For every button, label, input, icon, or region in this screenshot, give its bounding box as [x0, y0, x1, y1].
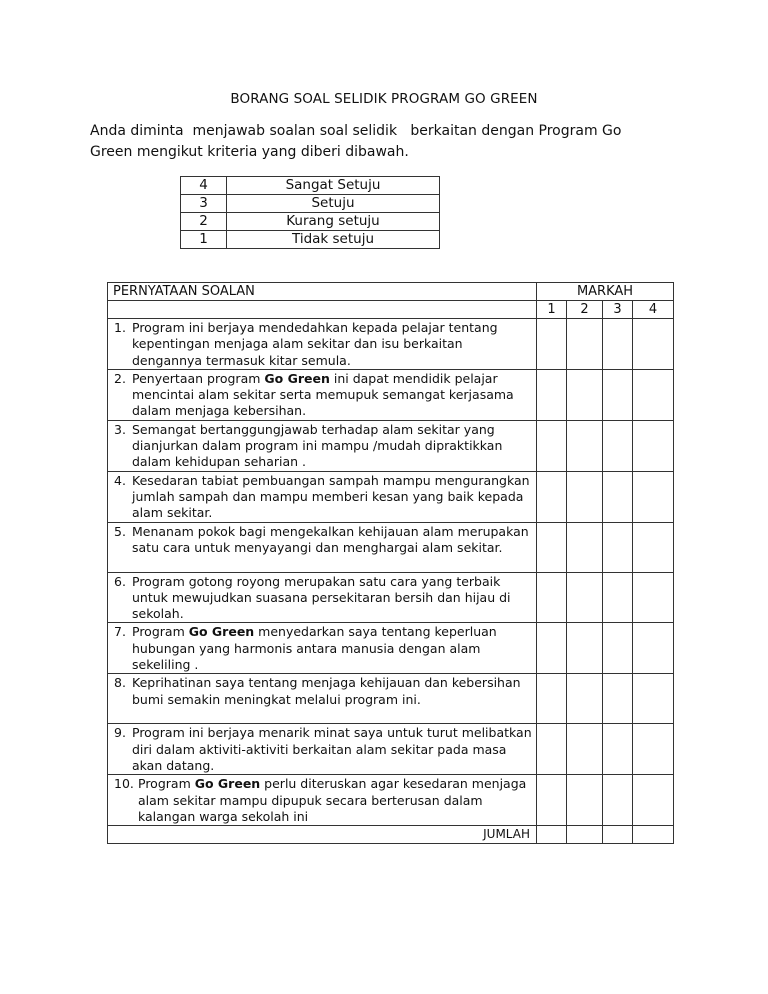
score-cell-4[interactable]	[633, 623, 674, 674]
score-cell-3[interactable]	[603, 522, 633, 572]
score-cell-2[interactable]	[567, 471, 603, 522]
question-cell	[108, 420, 537, 471]
question-row	[108, 471, 674, 522]
score-cell-1[interactable]	[537, 572, 567, 623]
program-name-bold: Go Green	[188, 624, 255, 640]
question-text-part: Program	[138, 776, 195, 792]
score-header-row	[108, 301, 674, 319]
score-cell-1[interactable]	[537, 420, 567, 471]
intro-line-1: Anda diminta menjawab soalan soal selidik berkaitan dengan Program Go	[90, 123, 622, 139]
score-cell-3[interactable]	[603, 623, 633, 674]
question-text-part: perlu diteruskan agar kesedaran menjaga alam sekitar mampu dipupuk secara berterusan dalam kalangan warga sekolah ini	[138, 776, 527, 824]
scale-row	[181, 177, 440, 195]
question-row	[108, 623, 674, 674]
question-text	[132, 675, 532, 708]
score-cell-3[interactable]	[603, 724, 633, 775]
score-cell-1[interactable]	[537, 471, 567, 522]
question-cell	[108, 623, 537, 674]
intro-line-2: Green mengikut kriteria yang diberi dibawah.	[90, 144, 409, 160]
score-cell-3[interactable]	[603, 319, 633, 370]
score-cell-4[interactable]	[633, 775, 674, 826]
score-cell-3[interactable]	[603, 471, 633, 522]
question-text	[132, 725, 532, 774]
question-row	[108, 572, 674, 623]
question-number: 2.	[114, 370, 126, 386]
question-cell	[108, 572, 537, 623]
score-cell-2[interactable]	[567, 572, 603, 623]
score-cell-2[interactable]	[567, 623, 603, 674]
score-cell-2[interactable]	[567, 674, 603, 724]
question-text-part: Semangat bertanggungjawab terhadap alam sekitar yang dianjurkan dalam program ini mampu /mudah dipraktikkan dalam kehidupan seharian .	[132, 421, 503, 470]
score-cell-1[interactable]	[537, 674, 567, 724]
score-cell-1[interactable]	[537, 522, 567, 572]
scale-label: Kurang setuju	[227, 213, 440, 231]
scale-label: Sangat Setuju	[227, 177, 440, 195]
scale-value: 3	[181, 195, 227, 213]
table-header-row	[108, 283, 674, 301]
question-text-part: Keprihatinan saya tentang menjaga kehijauan dan kebersihan bumi semakin meningkat melalui program ini.	[132, 675, 521, 707]
question-row	[108, 420, 674, 471]
score-cell-1[interactable]	[537, 319, 567, 370]
score-col-1: 1	[537, 301, 567, 319]
score-cell-1[interactable]	[537, 724, 567, 775]
total-cell-2[interactable]	[567, 826, 603, 844]
question-text-part: menyedarkan saya tentang keperluan hubungan yang harmonis antara manusia dengan alam sekeliling .	[132, 624, 497, 673]
program-name-bold: Go Green	[194, 776, 261, 792]
question-text	[132, 320, 532, 369]
total-label: JUMLAH	[108, 826, 537, 844]
score-cell-3[interactable]	[603, 572, 633, 623]
score-cell-1[interactable]	[537, 369, 567, 420]
question-number: 1.	[114, 320, 126, 335]
score-cell-2[interactable]	[567, 775, 603, 826]
score-cell-4[interactable]	[633, 522, 674, 572]
score-cell-2[interactable]	[567, 319, 603, 370]
question-cell	[108, 724, 537, 775]
scale-label: Tidak setuju	[227, 231, 440, 249]
score-cell-1[interactable]	[537, 775, 567, 826]
question-text-part: Penyertaan program	[132, 370, 265, 386]
intro-paragraph	[90, 121, 700, 163]
score-cell-4[interactable]	[633, 471, 674, 522]
question-text-part: Kesedaran tabiat pembuangan sampah mampu mengurangkan jumlah sampah dan mampu memberi kesan yang baik kepada alam sekitar.	[132, 472, 530, 521]
question-text	[132, 524, 532, 557]
questionnaire-table	[107, 282, 674, 844]
program-name-bold: Go Green	[264, 370, 330, 386]
scale-row	[181, 213, 440, 231]
question-row	[108, 724, 674, 775]
question-number: 4.	[114, 472, 126, 488]
question-cell	[108, 471, 537, 522]
question-text	[132, 422, 532, 471]
score-cell-3[interactable]	[603, 420, 633, 471]
question-row	[108, 775, 674, 826]
score-cell-4[interactable]	[633, 420, 674, 471]
question-cell	[108, 369, 537, 420]
total-cell-1[interactable]	[537, 826, 567, 844]
question-header: PERNYATAAN SOALAN	[108, 283, 537, 301]
score-cell-2[interactable]	[567, 522, 603, 572]
total-cell-4[interactable]	[633, 826, 674, 844]
score-cell-4[interactable]	[633, 369, 674, 420]
scale-row	[181, 195, 440, 213]
question-number: 3.	[114, 421, 126, 437]
question-text-part: Program gotong royong merupakan satu cara yang terbaik untuk mewujudkan suasana persekitaran bersih dan hijau di sekolah.	[132, 573, 511, 622]
scale-row	[181, 231, 440, 249]
question-text	[132, 371, 532, 420]
question-text-part: ini dapat mendidik pelajar mencintai alam sekitar serta memupuk semangat kerjasama dalam menjaga kebersihan.	[132, 370, 514, 419]
question-text	[132, 473, 532, 522]
score-cell-3[interactable]	[603, 674, 633, 724]
question-cell	[108, 775, 537, 826]
question-cell	[108, 674, 537, 724]
question-number: 9.	[114, 725, 126, 741]
score-cell-4[interactable]	[633, 572, 674, 623]
question-header-spacer	[108, 301, 537, 319]
score-cell-2[interactable]	[567, 369, 603, 420]
score-cell-4[interactable]	[633, 724, 674, 775]
markah-header: MARKAH	[537, 283, 674, 301]
scale-label: Setuju	[227, 195, 440, 213]
question-number: 6.	[114, 573, 126, 589]
total-cell-3[interactable]	[603, 826, 633, 844]
total-row	[108, 826, 674, 844]
score-cell-2[interactable]	[567, 420, 603, 471]
score-cell-2[interactable]	[567, 724, 603, 775]
scale-value: 1	[181, 231, 227, 249]
question-text-part: Program	[132, 624, 189, 640]
score-cell-4[interactable]	[633, 674, 674, 724]
score-cell-4[interactable]	[633, 319, 674, 370]
scale-value: 4	[181, 177, 227, 195]
score-col-3: 3	[603, 301, 633, 319]
question-number: 10.	[114, 776, 134, 792]
document-title: BORANG SOAL SELIDIK PROGRAM GO GREEN	[230, 91, 538, 107]
question-text-part: Program ini berjaya mendedahkan kepada pelajar tentang kepentingan menjaga alam sekitar dan isu berkaitan dengannya termasuk kitar semula.	[132, 320, 498, 368]
question-number: 5.	[114, 523, 126, 539]
question-number: 7.	[114, 624, 126, 640]
question-cell	[108, 319, 537, 370]
question-row	[108, 674, 674, 724]
score-cell-3[interactable]	[603, 369, 633, 420]
question-cell	[108, 522, 537, 572]
score-col-4: 4	[633, 301, 674, 319]
question-text-part: Program ini berjaya menarik minat saya untuk turut melibatkan diri dalam aktiviti-aktiviti berkaitan alam sekitar pada masa akan datang.	[132, 725, 532, 773]
scale-value: 2	[181, 213, 227, 231]
score-cell-3[interactable]	[603, 775, 633, 826]
score-col-2: 2	[567, 301, 603, 319]
question-row	[108, 522, 674, 572]
rating-scale-table	[180, 176, 440, 249]
score-cell-1[interactable]	[537, 623, 567, 674]
question-text-part: Menanam pokok bagi mengekalkan kehijauan alam merupakan satu cara untuk menyayangi dan menghargai alam sekitar.	[132, 523, 529, 555]
question-number: 8.	[114, 675, 126, 691]
question-text	[138, 776, 532, 825]
question-text	[132, 574, 532, 623]
question-row	[108, 319, 674, 370]
question-text	[132, 624, 532, 673]
question-row	[108, 369, 674, 420]
